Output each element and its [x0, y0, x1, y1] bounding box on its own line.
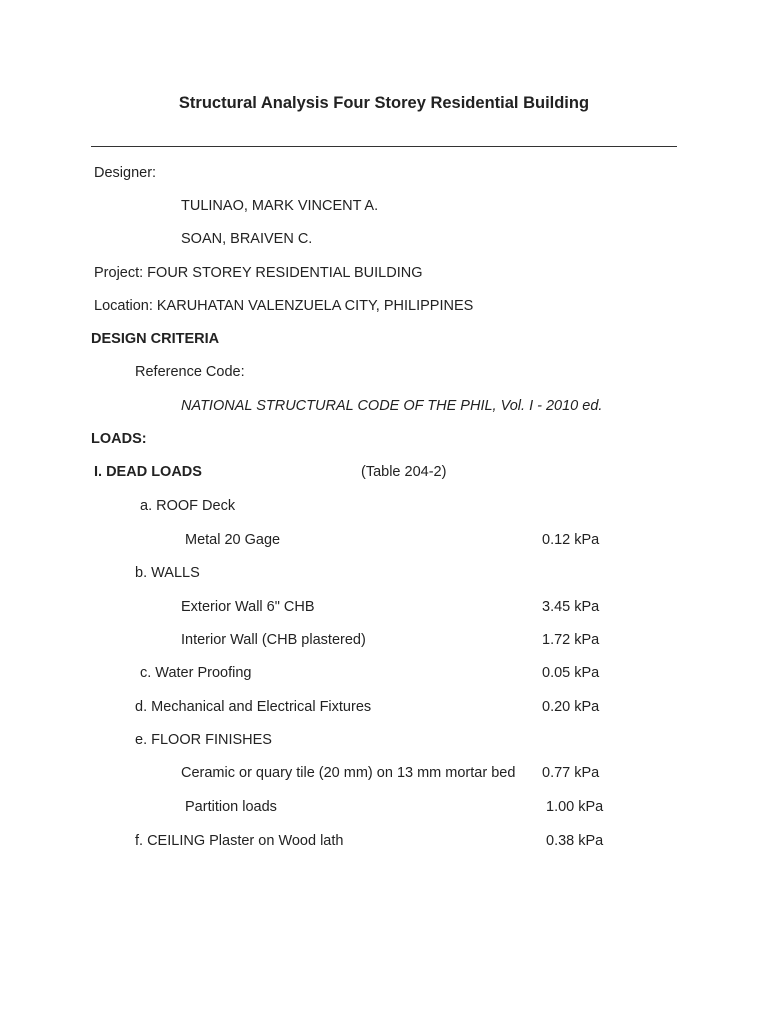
- dead-loads-heading: I. DEAD LOADS: [94, 464, 202, 480]
- mech-elec-label: d. Mechanical and Electrical Fixtures: [135, 699, 372, 715]
- walls-item: b. WALLS: [135, 565, 200, 581]
- exterior-wall-label: Exterior Wall 6" CHB: [181, 599, 315, 615]
- water-proofing-label: c. Water Proofing: [140, 665, 252, 681]
- interior-wall-value: 1.72 kPa: [542, 632, 600, 648]
- metal-gage-value: 0.12 kPa: [542, 532, 600, 548]
- interior-wall-label: Interior Wall (CHB plastered): [181, 632, 366, 648]
- partition-loads-label: Partition loads: [185, 799, 277, 815]
- ceramic-tile-value: 0.77 kPa: [542, 765, 600, 781]
- title-divider: [91, 146, 677, 147]
- reference-code-label: Reference Code:: [135, 364, 245, 380]
- design-criteria-heading: DESIGN CRITERIA: [91, 331, 220, 347]
- metal-gage-label: Metal 20 Gage: [185, 532, 281, 548]
- designer-label: Designer:: [94, 165, 157, 181]
- location-line: Location: KARUHATAN VALENZUELA CITY, PHILIPPINES: [94, 298, 474, 314]
- mech-elec-value: 0.20 kPa: [542, 699, 600, 715]
- table-reference: (Table 204-2): [361, 464, 447, 480]
- exterior-wall-value: 3.45 kPa: [542, 599, 600, 615]
- project-line: Project: FOUR STOREY RESIDENTIAL BUILDING: [94, 265, 423, 281]
- loads-heading: LOADS:: [91, 431, 147, 447]
- reference-code: NATIONAL STRUCTURAL CODE OF THE PHIL, Vol. I - 2010 ed.: [181, 398, 603, 414]
- ceiling-value: 0.38 kPa: [546, 833, 604, 849]
- document-title: Structural Analysis Four Storey Residential Building: [178, 94, 590, 112]
- designer-name-2: SOAN, BRAIVEN C.: [181, 231, 313, 247]
- partition-loads-value: 1.00 kPa: [546, 799, 604, 815]
- ceiling-label: f. CEILING Plaster on Wood lath: [135, 833, 344, 849]
- designer-name-1: TULINAO, MARK VINCENT A.: [181, 198, 379, 214]
- floor-finishes-item: e. FLOOR FINISHES: [135, 732, 272, 748]
- ceramic-tile-label: Ceramic or quary tile (20 mm) on 13 mm mortar bed: [181, 765, 516, 781]
- water-proofing-value: 0.05 kPa: [542, 665, 600, 681]
- roof-deck-item: a. ROOF Deck: [140, 498, 236, 514]
